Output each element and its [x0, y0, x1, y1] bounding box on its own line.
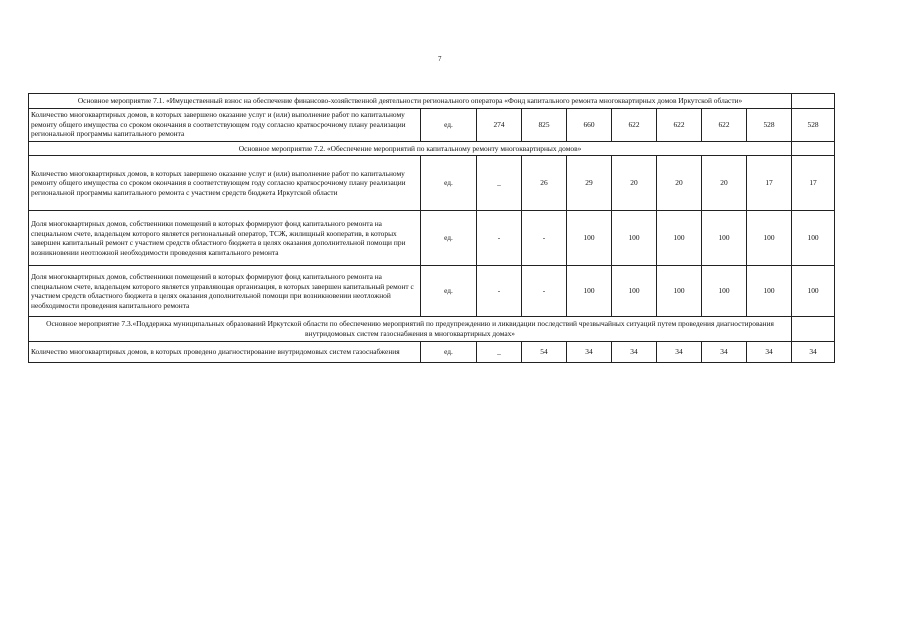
- value-cell: 29: [567, 156, 612, 211]
- section-title: Основное мероприятие 7.1. «Имущественный взнос на обеспечение финансово-хозяйственной деятельности регионального оператора «Фонд капитального ремонта многоквартирных домов Иркутской области»: [29, 94, 792, 109]
- value-cell: 17: [792, 156, 835, 211]
- value-cell: 100: [792, 266, 835, 317]
- value-cell: 34: [702, 341, 747, 362]
- value-cell: 100: [747, 266, 792, 317]
- value-cell: 660: [567, 108, 612, 141]
- value-cell: 100: [612, 266, 657, 317]
- unit-cell: ед.: [421, 108, 477, 141]
- value-cell: 20: [612, 156, 657, 211]
- value-cell: 34: [792, 341, 835, 362]
- table-row: [29, 108, 835, 141]
- unit-cell: ед.: [421, 211, 477, 266]
- value-cell: 622: [657, 108, 702, 141]
- value-cell: -: [522, 211, 567, 266]
- section-header-7-3: [29, 317, 835, 341]
- value-cell: 528: [792, 108, 835, 141]
- value-cell: _: [477, 156, 522, 211]
- value-cell: 20: [702, 156, 747, 211]
- value-cell: 100: [657, 266, 702, 317]
- table-row: [29, 156, 835, 211]
- value-cell: 274: [477, 108, 522, 141]
- value-cell: 34: [747, 341, 792, 362]
- value-cell: 34: [567, 341, 612, 362]
- unit-cell: ед.: [421, 156, 477, 211]
- value-cell: 17: [747, 156, 792, 211]
- value-cell: 100: [792, 211, 835, 266]
- value-cell: 34: [657, 341, 702, 362]
- value-cell: 34: [612, 341, 657, 362]
- value-cell: 100: [567, 266, 612, 317]
- value-cell: 26: [522, 156, 567, 211]
- value-cell: 100: [612, 211, 657, 266]
- value-cell: 100: [747, 211, 792, 266]
- section-title: Основное мероприятие 7.3.«Поддержка муниципальных образований Иркутской области по обеспечению мероприятий по предупреждению и ликвидации последствий чрезвычайных ситуаций путем проведения диагностирования внутридомовых систем газоснабжения в многоквартирных домах»: [29, 317, 792, 341]
- page-number: 7: [438, 55, 442, 63]
- value-cell: -: [522, 266, 567, 317]
- unit-cell: ед.: [421, 266, 477, 317]
- value-cell: -: [477, 211, 522, 266]
- indicator-label: Доля многоквартирных домов, собственники помещений в которых формируют фонд капитального ремонта на специальном счете, владельцем которого является управляющая организация, в которых завершен капитальный ремонт с участием средств областного бюджета в целях оказания дополнительной помощи при возникновении неотложной необходимости проведения капитального ремонта: [29, 266, 421, 317]
- table-row: [29, 211, 835, 266]
- table-row: [29, 266, 835, 317]
- section-header-7-2: [29, 141, 835, 156]
- value-cell: 100: [702, 266, 747, 317]
- section-title: Основное мероприятие 7.2. «Обеспечение мероприятий по капитальному ремонту многоквартирных домов»: [29, 141, 792, 156]
- indicator-label: Количество многоквартирных домов, в которых завершено оказание услуг и (или) выполнение работ по капитальному ремонту общего имущества со сроком окончания в соответствующем году согласно краткосрочному плану реализации региональной программы капитального ремонта с участием средств бюджета Иркутской области: [29, 156, 421, 211]
- value-cell: 622: [612, 108, 657, 141]
- value-cell: -: [477, 266, 522, 317]
- value-cell: 100: [567, 211, 612, 266]
- value-cell: 528: [747, 108, 792, 141]
- indicator-label: Количество многоквартирных домов, в которых проведено диагностирование внутридомовых систем газоснабжения: [29, 341, 421, 362]
- indicator-label: Количество многоквартирных домов, в которых завершено оказание услуг и (или) выполнение работ по капитальному ремонту общего имущества со сроком окончания в соответствующем году согласно краткосрочному плану реализации региональной программы капитального ремонта: [29, 108, 421, 141]
- indicators-table: [28, 93, 835, 363]
- table-row: [29, 341, 835, 362]
- section-header-7-1: [29, 94, 835, 109]
- value-cell: 622: [702, 108, 747, 141]
- value-cell: 20: [657, 156, 702, 211]
- value-cell: _: [477, 341, 522, 362]
- value-cell: 100: [702, 211, 747, 266]
- unit-cell: ед.: [421, 341, 477, 362]
- indicator-label: Доля многоквартирных домов, собственники помещений в которых формируют фонд капитального ремонта на специальном счете, владельцем которого является региональный оператор, ТСЖ, жилищный кооператив, в которых завершен капитальный ремонт с участием средств областного бюджета в целях оказания дополнительной помощи при возникновении неотложной необходимости проведения капитального ремонта: [29, 211, 421, 266]
- value-cell: 54: [522, 341, 567, 362]
- value-cell: 825: [522, 108, 567, 141]
- value-cell: 100: [657, 211, 702, 266]
